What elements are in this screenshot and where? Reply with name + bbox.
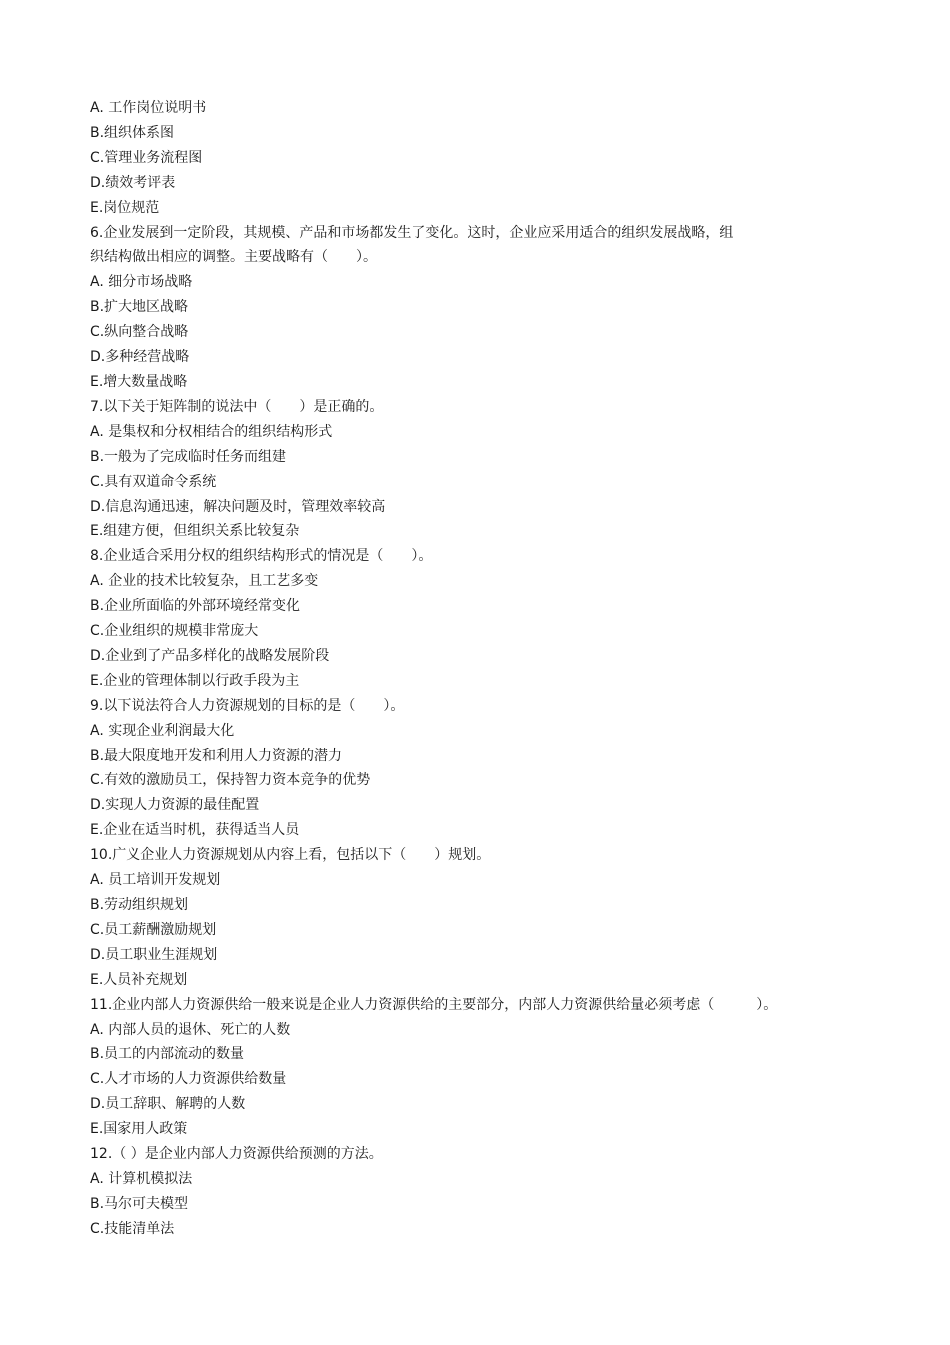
option-line: A. 工作岗位说明书 — [90, 100, 207, 116]
option-line: A. 员工培训开发规划 — [90, 872, 221, 889]
option-line: E.岗位规范 — [90, 199, 160, 216]
question-list — [90, 96, 890, 1242]
option-line: C.有效的激励员工，保持智力资本竞争的优势 — [90, 772, 371, 789]
option-line: A. 计算机模拟法 — [90, 1170, 193, 1187]
question-line: 7.以下关于矩阵制的说法中（ ）是正确的。 — [90, 398, 384, 415]
option-line: A. 细分市场战略 — [90, 274, 193, 291]
option-line: B.组织体系图 — [90, 124, 175, 141]
question-line: 6.企业发展到一定阶段，其规模、产品和市场都发生了变化。这时，企业应采用适合的组织发展战略，组 — [90, 224, 734, 241]
option-line: C.企业组织的规模非常庞大 — [90, 623, 259, 640]
option-line: C.纵向整合战略 — [90, 324, 189, 341]
option-line: E.组建方便，但组织关系比较复杂 — [90, 523, 300, 540]
option-line: D.绩效考评表 — [90, 174, 176, 191]
option-line: A. 实现企业利润最大化 — [90, 722, 235, 739]
option-line: C.人才市场的人力资源供给数量 — [90, 1071, 287, 1088]
option-line: B.马尔可夫模型 — [90, 1195, 189, 1212]
option-line: A. 企业的技术比较复杂，且工艺多变 — [90, 573, 319, 590]
option-line: B.员工的内部流动的数量 — [90, 1046, 245, 1063]
option-line: D.信息沟通迅速，解决问题及时，管理效率较高 — [90, 498, 386, 515]
option-line: C.管理业务流程图 — [90, 149, 203, 166]
question-line: 11.企业内部人力资源供给一般来说是企业人力资源供给的主要部分，内部人力资源供给量必须考虑（ ）。 — [90, 996, 778, 1013]
option-line: C.具有双道命令系统 — [90, 473, 217, 490]
option-line: D.员工辞职、解聘的人数 — [90, 1096, 246, 1113]
question-line: 8.企业适合采用分权的组织结构形式的情况是（ ）。 — [90, 548, 433, 565]
option-line: C.技能清单法 — [90, 1220, 175, 1237]
option-line: E.增大数量战略 — [90, 373, 188, 390]
option-line: A. 是集权和分权相结合的组织结构形式 — [90, 423, 333, 440]
question-line: 织结构做出相应的调整。主要战略有（ ）。 — [90, 249, 377, 266]
option-line: B.最大限度地开发和利用人力资源的潜力 — [90, 747, 343, 764]
option-line: B.一般为了完成临时任务而组建 — [90, 448, 287, 465]
option-line: C.员工薪酬激励规划 — [90, 921, 217, 938]
question-line: 12.（ ）是企业内部人力资源供给预测的方法。 — [90, 1146, 383, 1163]
option-line: E.国家用人政策 — [90, 1121, 188, 1138]
option-line: E.企业在适当时机，获得适当人员 — [90, 822, 300, 839]
option-line: D.企业到了产品多样化的战略发展阶段 — [90, 647, 330, 664]
option-line: B.劳动组织规划 — [90, 897, 189, 913]
option-line: D.实现人力资源的最佳配置 — [90, 797, 260, 814]
option-line: D.多种经营战略 — [90, 349, 190, 366]
option-line: D.员工职业生涯规划 — [90, 946, 218, 963]
option-line: B.企业所面临的外部环境经常变化 — [90, 598, 301, 615]
option-line: E.人员补充规划 — [90, 971, 188, 988]
question-line: 9.以下说法符合人力资源规划的目标的是（ ）。 — [90, 697, 405, 714]
question-line: 10.广义企业人力资源规划从内容上看，包括以下（ ）规划。 — [90, 847, 491, 864]
option-line: E.企业的管理体制以行政手段为主 — [90, 672, 300, 689]
option-line: B.扩大地区战略 — [90, 299, 189, 316]
option-line: A. 内部人员的退休、死亡的人数 — [90, 1021, 291, 1038]
